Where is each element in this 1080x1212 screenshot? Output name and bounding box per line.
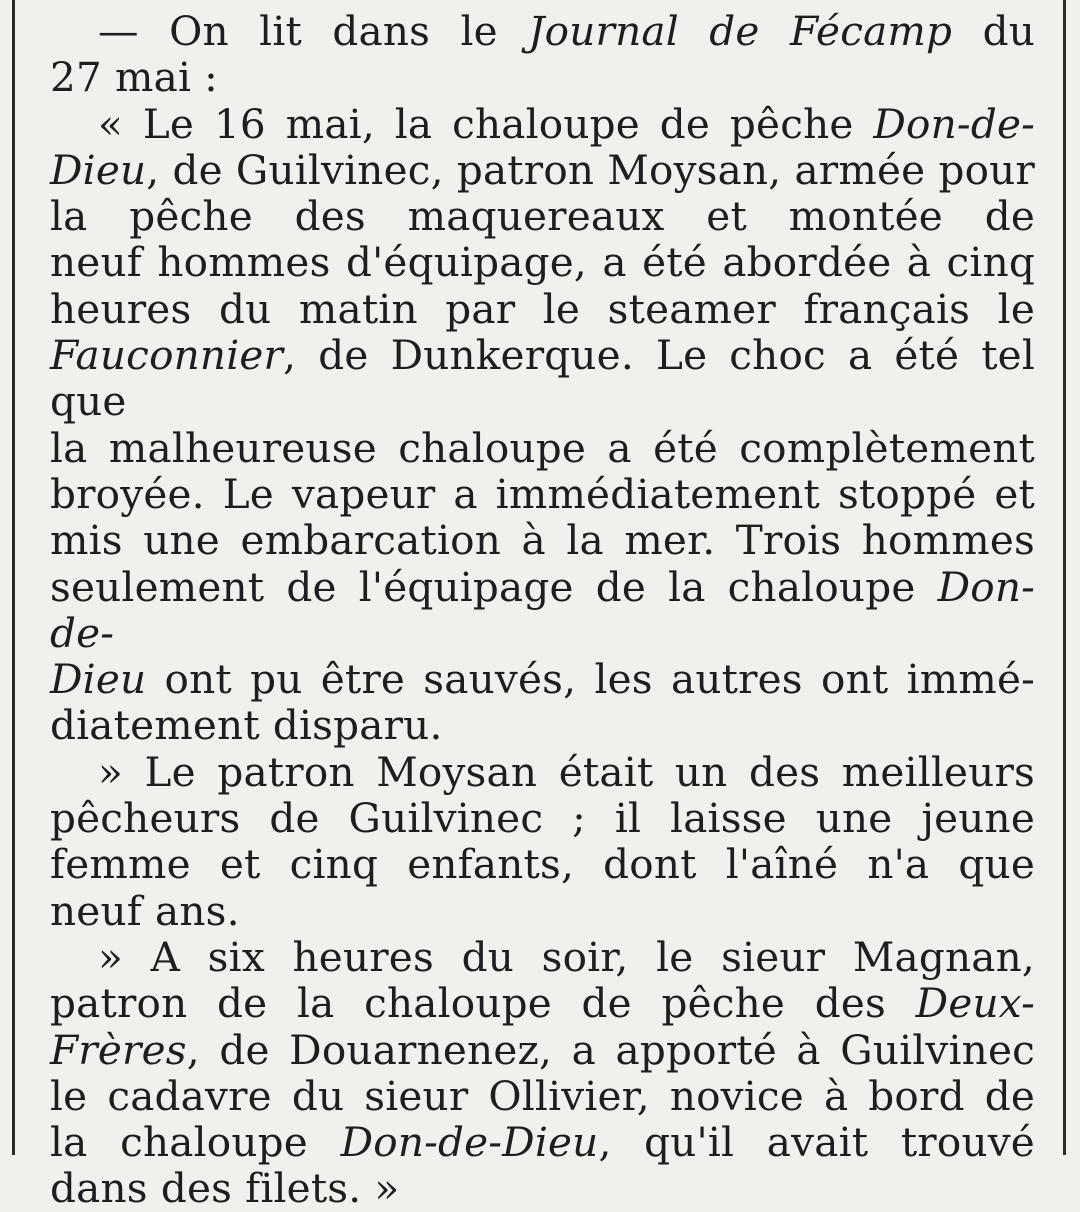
boat-name: Don-de- — [873, 99, 1035, 148]
boat-name: Don-de- — [50, 562, 1035, 657]
paragraph-intro-end — [50, 54, 1035, 100]
text-line: dans des filets. » — [50, 1164, 400, 1212]
intro-text: — On lit dans le — [98, 7, 529, 55]
paragraph-recovery: » A six heures du soir, le sieur Magnan, — [98, 932, 1035, 981]
text-line: Dieu ont pu être sauvés, les autres ont immé- — [50, 655, 1035, 704]
text-line: neuf hommes d'équipage, a été abordée à cinq — [50, 238, 1035, 287]
text-line: seulement de l'équipage de la chaloupe Don-de- — [50, 562, 1035, 657]
boat-name: Don-de-Dieu — [340, 1118, 599, 1167]
column-rule-left — [12, 0, 15, 1155]
boat-name: Dieu — [50, 145, 147, 194]
text-line: femme et cinq enfants, dont l'aîné n'a que — [50, 840, 1035, 889]
paragraph-patron: » Le patron Moysan était un des meilleurs — [98, 747, 1035, 796]
text-line: pêcheurs de Guilvinec ; il laisse une jeune — [50, 794, 1035, 843]
text-line: la malheureuse chaloupe a été complètement — [50, 423, 1035, 472]
column-rule-right — [1063, 0, 1066, 1155]
text-line: la chaloupe Don-de-Dieu, qu'il avait trouvé — [50, 1118, 1035, 1167]
text-line: Fauconnier, de Dunkerque. Le choc a été tel que — [50, 331, 1035, 426]
boat-name: Deux- — [915, 979, 1035, 1028]
boat-name: Dieu — [50, 655, 147, 704]
text-line: patron de la chaloupe de pêche des Deux- — [50, 979, 1035, 1028]
text-line: diatement disparu. — [50, 701, 443, 750]
text-line: Dieu, de Guilvinec, patron Moysan, armée pour — [50, 145, 1035, 194]
intro-date: 27 mai : — [50, 53, 219, 102]
text-line: neuf ans. — [50, 886, 240, 935]
paragraph-collision-line: « Le 16 mai, la chaloupe de pêche Don-de- — [98, 99, 1035, 148]
text-line: la pêche des maquereaux et montée de — [50, 192, 1035, 241]
text-line: Frères, de Douarnenez, a apporté à Guilvinec — [50, 1025, 1035, 1074]
paragraph-intro: — On lit dans le Journal de Fécamp du — [98, 7, 1035, 55]
steamer-name: Fauconnier — [50, 331, 284, 380]
journal-title: Journal de Fécamp — [528, 7, 953, 55]
text-line: broyée. Le vapeur a immédiatement stoppé et — [50, 469, 1035, 518]
text-line: heures du matin par le steamer français le — [50, 284, 1035, 333]
text-line: mis une embarcation à la mer. Trois hommes — [50, 516, 1035, 565]
boat-name: Frères — [50, 1025, 187, 1074]
article-body — [50, 8, 1035, 1212]
text-line: le cadavre du sieur Ollivier, novice à bord de — [50, 1071, 1035, 1120]
